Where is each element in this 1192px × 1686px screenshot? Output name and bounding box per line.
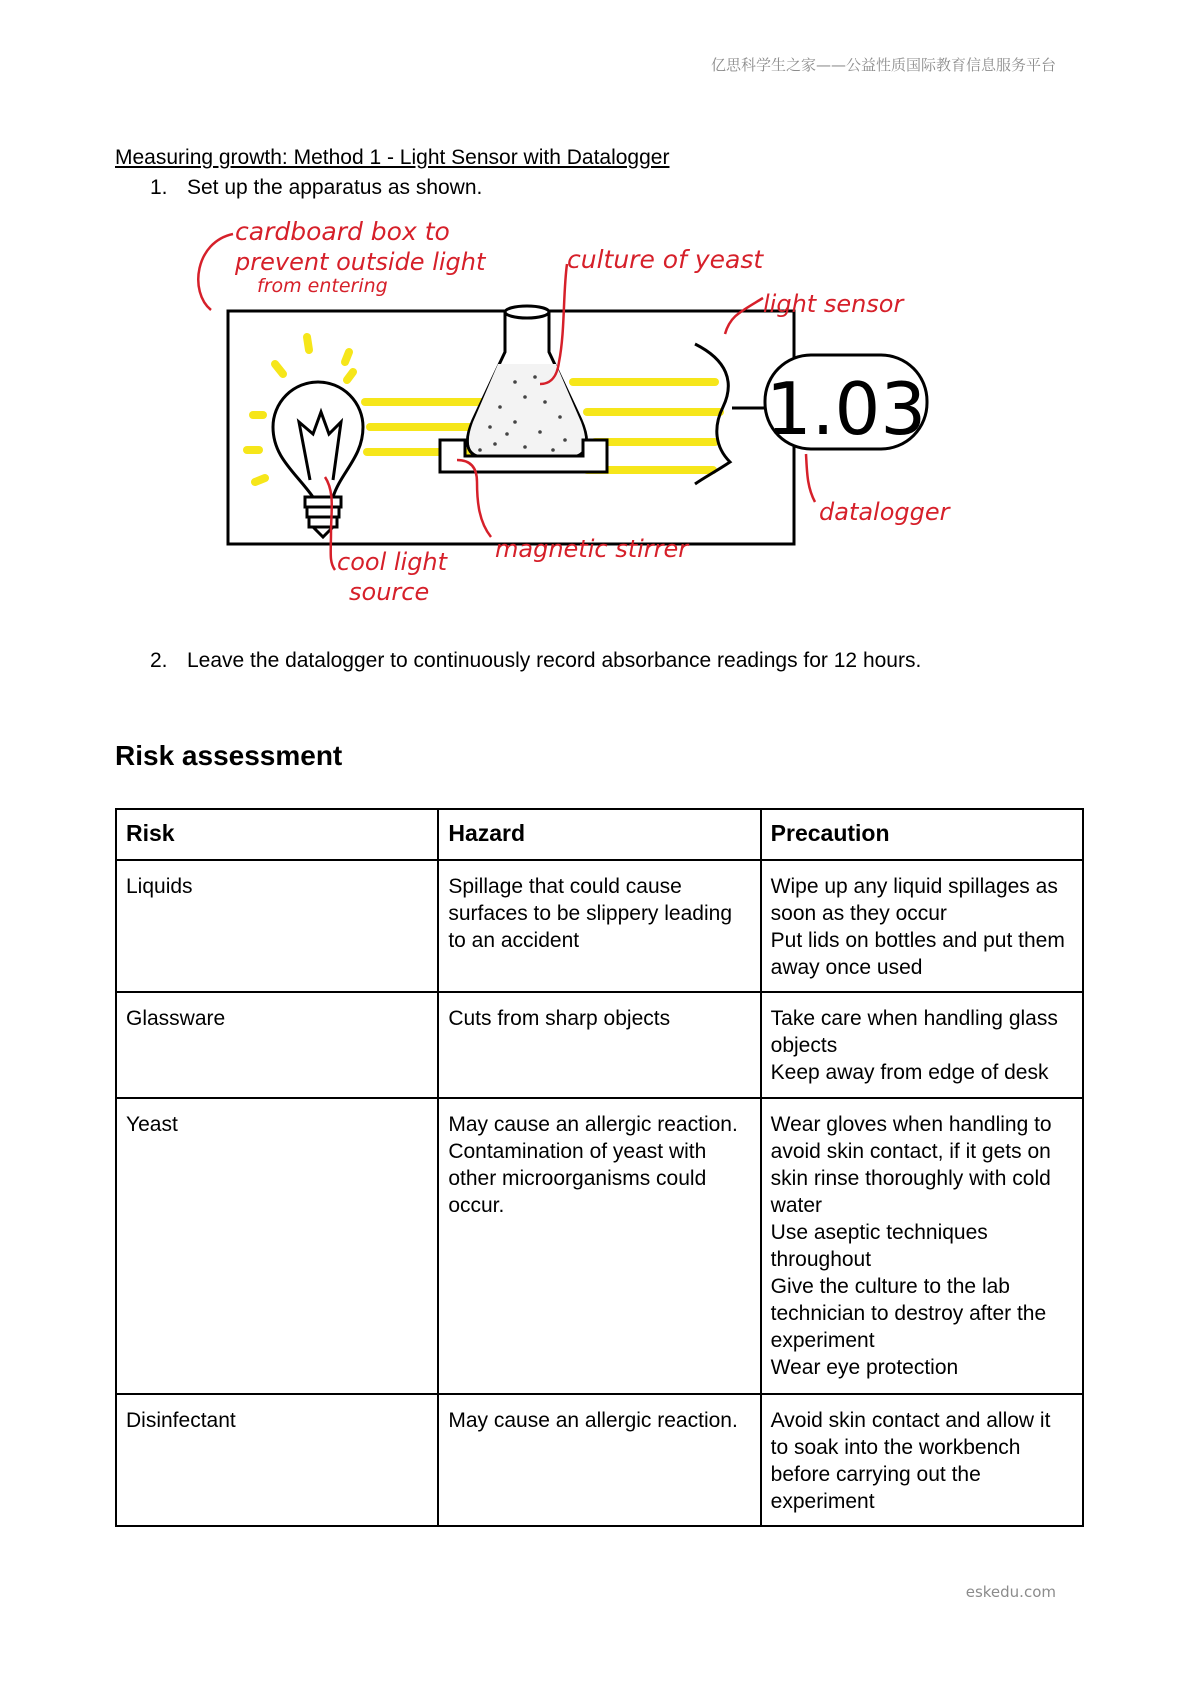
- precaution-line: Put lids on bottles and put them away once used: [770, 929, 1065, 979]
- precaution-line: Use aseptic techniques throughout: [770, 1221, 988, 1271]
- label-datalogger: datalogger: [819, 498, 950, 526]
- precaution-cell: [761, 860, 1083, 992]
- table-row: [116, 860, 1083, 992]
- hazard-cell: [438, 860, 760, 992]
- label-box-line3: from entering: [257, 275, 388, 297]
- hazard-cell: [438, 1394, 760, 1526]
- step-2: [150, 649, 921, 673]
- risk-assessment-table: [115, 808, 1084, 1527]
- risk-cell: Yeast: [116, 1098, 438, 1394]
- hazard-line: Spillage that could cause surfaces to be slippery leading to an accident: [448, 875, 732, 952]
- datalogger-reading: 1.03: [765, 367, 927, 451]
- hazard-line: May cause an allergic reaction.: [448, 1409, 738, 1432]
- precaution-line: Give the culture to the lab technician to destroy after the experiment: [770, 1275, 1047, 1352]
- table-header-row: [116, 809, 1083, 860]
- label-light-line1: cool light: [337, 548, 448, 576]
- header-hazard: Hazard: [438, 809, 760, 860]
- table-row: [116, 992, 1083, 1098]
- label-light-line2: source: [349, 578, 430, 606]
- precaution-line: Wipe up any liquid spillages as soon as they occur: [770, 875, 1058, 925]
- risk-cell: Glassware: [116, 992, 438, 1098]
- header-precaution: Precaution: [761, 809, 1083, 860]
- precaution-line: Wear eye protection: [770, 1356, 959, 1379]
- precaution-cell: [761, 1098, 1083, 1394]
- precaution-line: Avoid skin contact and allow it to soak into the workbench before carrying out the experiment: [770, 1409, 1051, 1513]
- hazard-line: Contamination of yeast with other microorganisms could occur.: [448, 1140, 707, 1217]
- precaution-line: Take care when handling glass objects: [770, 1007, 1058, 1057]
- risk-assessment-heading: Risk assessment: [115, 740, 343, 771]
- apparatus-diagram: [195, 212, 1035, 642]
- table-row: [116, 1098, 1083, 1394]
- step-1: [150, 176, 482, 200]
- light-bulb-icon: [273, 382, 363, 537]
- header-risk: Risk: [116, 809, 438, 860]
- risk-cell: Disinfectant: [116, 1394, 438, 1526]
- precaution-cell: [761, 992, 1083, 1098]
- hazard-cell: [438, 992, 760, 1098]
- step-text: Leave the datalogger to continuously record absorbance readings for 12 hours.: [187, 649, 922, 672]
- footer-watermark: eskedu.com: [965, 1583, 1056, 1601]
- label-culture: culture of yeast: [567, 245, 764, 274]
- hazard-line: Cuts from sharp objects: [448, 1007, 671, 1030]
- method-title: Measuring growth: Method 1 - Light Sensor with Datalogger: [115, 146, 670, 169]
- precaution-line: Keep away from edge of desk: [770, 1061, 1049, 1084]
- hazard-cell: [438, 1098, 760, 1394]
- step-text: Set up the apparatus as shown.: [187, 176, 483, 199]
- header-watermark: 亿思科学生之家——公益性质国际教育信息服务平台: [710, 56, 1056, 74]
- precaution-cell: [761, 1394, 1083, 1526]
- step-number: 2.: [150, 649, 168, 672]
- table-row: [116, 1394, 1083, 1526]
- label-box-line2: prevent outside light: [235, 248, 486, 276]
- flask-icon: [467, 306, 586, 456]
- label-stirrer: magnetic stirrer: [495, 535, 689, 563]
- label-sensor: light sensor: [763, 290, 904, 318]
- hazard-line: May cause an allergic reaction.: [448, 1113, 738, 1136]
- precaution-line: Wear gloves when handling to avoid skin contact, if it gets on skin rinse thoroughly with cold water: [770, 1113, 1052, 1217]
- risk-cell: Liquids: [116, 860, 438, 992]
- step-number: 1.: [150, 176, 168, 199]
- label-box-line1: cardboard box to: [235, 217, 450, 246]
